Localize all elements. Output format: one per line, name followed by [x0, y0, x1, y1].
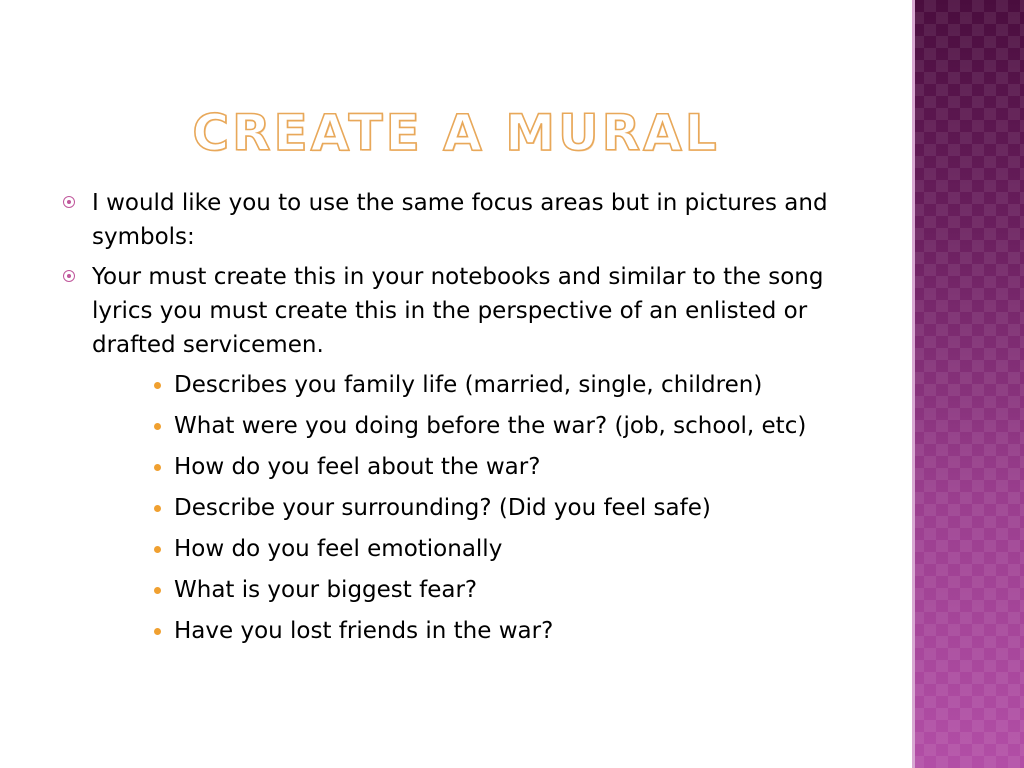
bullet-item	[60, 186, 860, 254]
sub-bullet-text: Describe your surrounding? (Did you feel safe)	[174, 495, 711, 521]
sub-bullet-item	[174, 491, 860, 525]
dot-icon	[154, 423, 161, 430]
sub-bullet-item	[174, 409, 860, 443]
slide-title	[0, 104, 912, 162]
sub-bullet-item	[174, 614, 860, 648]
dot-icon	[154, 464, 161, 471]
sub-bullet-item	[174, 573, 860, 607]
dot-icon	[154, 382, 161, 389]
sub-bullet-text: What were you doing before the war? (job, school, etc)	[174, 413, 807, 439]
sub-bullet-list	[174, 368, 860, 648]
slide-title-text: CREATE A MURAL	[192, 104, 720, 162]
dot-icon	[154, 505, 161, 512]
slide-content	[60, 186, 860, 655]
sub-bullet-text: How do you feel about the war?	[174, 454, 541, 480]
decorative-side-band	[912, 0, 1024, 768]
dot-icon	[154, 587, 161, 594]
sub-bullet-item	[174, 368, 860, 402]
dot-icon	[154, 628, 161, 635]
side-band-edge	[912, 0, 915, 768]
circled-dot-icon	[63, 196, 75, 208]
sub-bullet-item	[174, 450, 860, 484]
dot-icon	[154, 546, 161, 553]
bullet-text: Your must create this in your notebooks and similar to the song lyrics you must create this in the perspective of an enlisted or drafted servicemen.	[92, 264, 824, 358]
sub-bullet-text: Describes you family life (married, single, children)	[174, 372, 763, 398]
bullet-text: I would like you to use the same focus areas but in pictures and symbols:	[92, 190, 828, 250]
sub-bullet-item	[174, 532, 860, 566]
sub-bullet-text: What is your biggest fear?	[174, 577, 478, 603]
circled-dot-icon	[63, 270, 75, 282]
bullet-item	[60, 260, 860, 362]
sub-bullet-text: How do you feel emotionally	[174, 536, 503, 562]
sub-bullet-text: Have you lost friends in the war?	[174, 618, 554, 644]
